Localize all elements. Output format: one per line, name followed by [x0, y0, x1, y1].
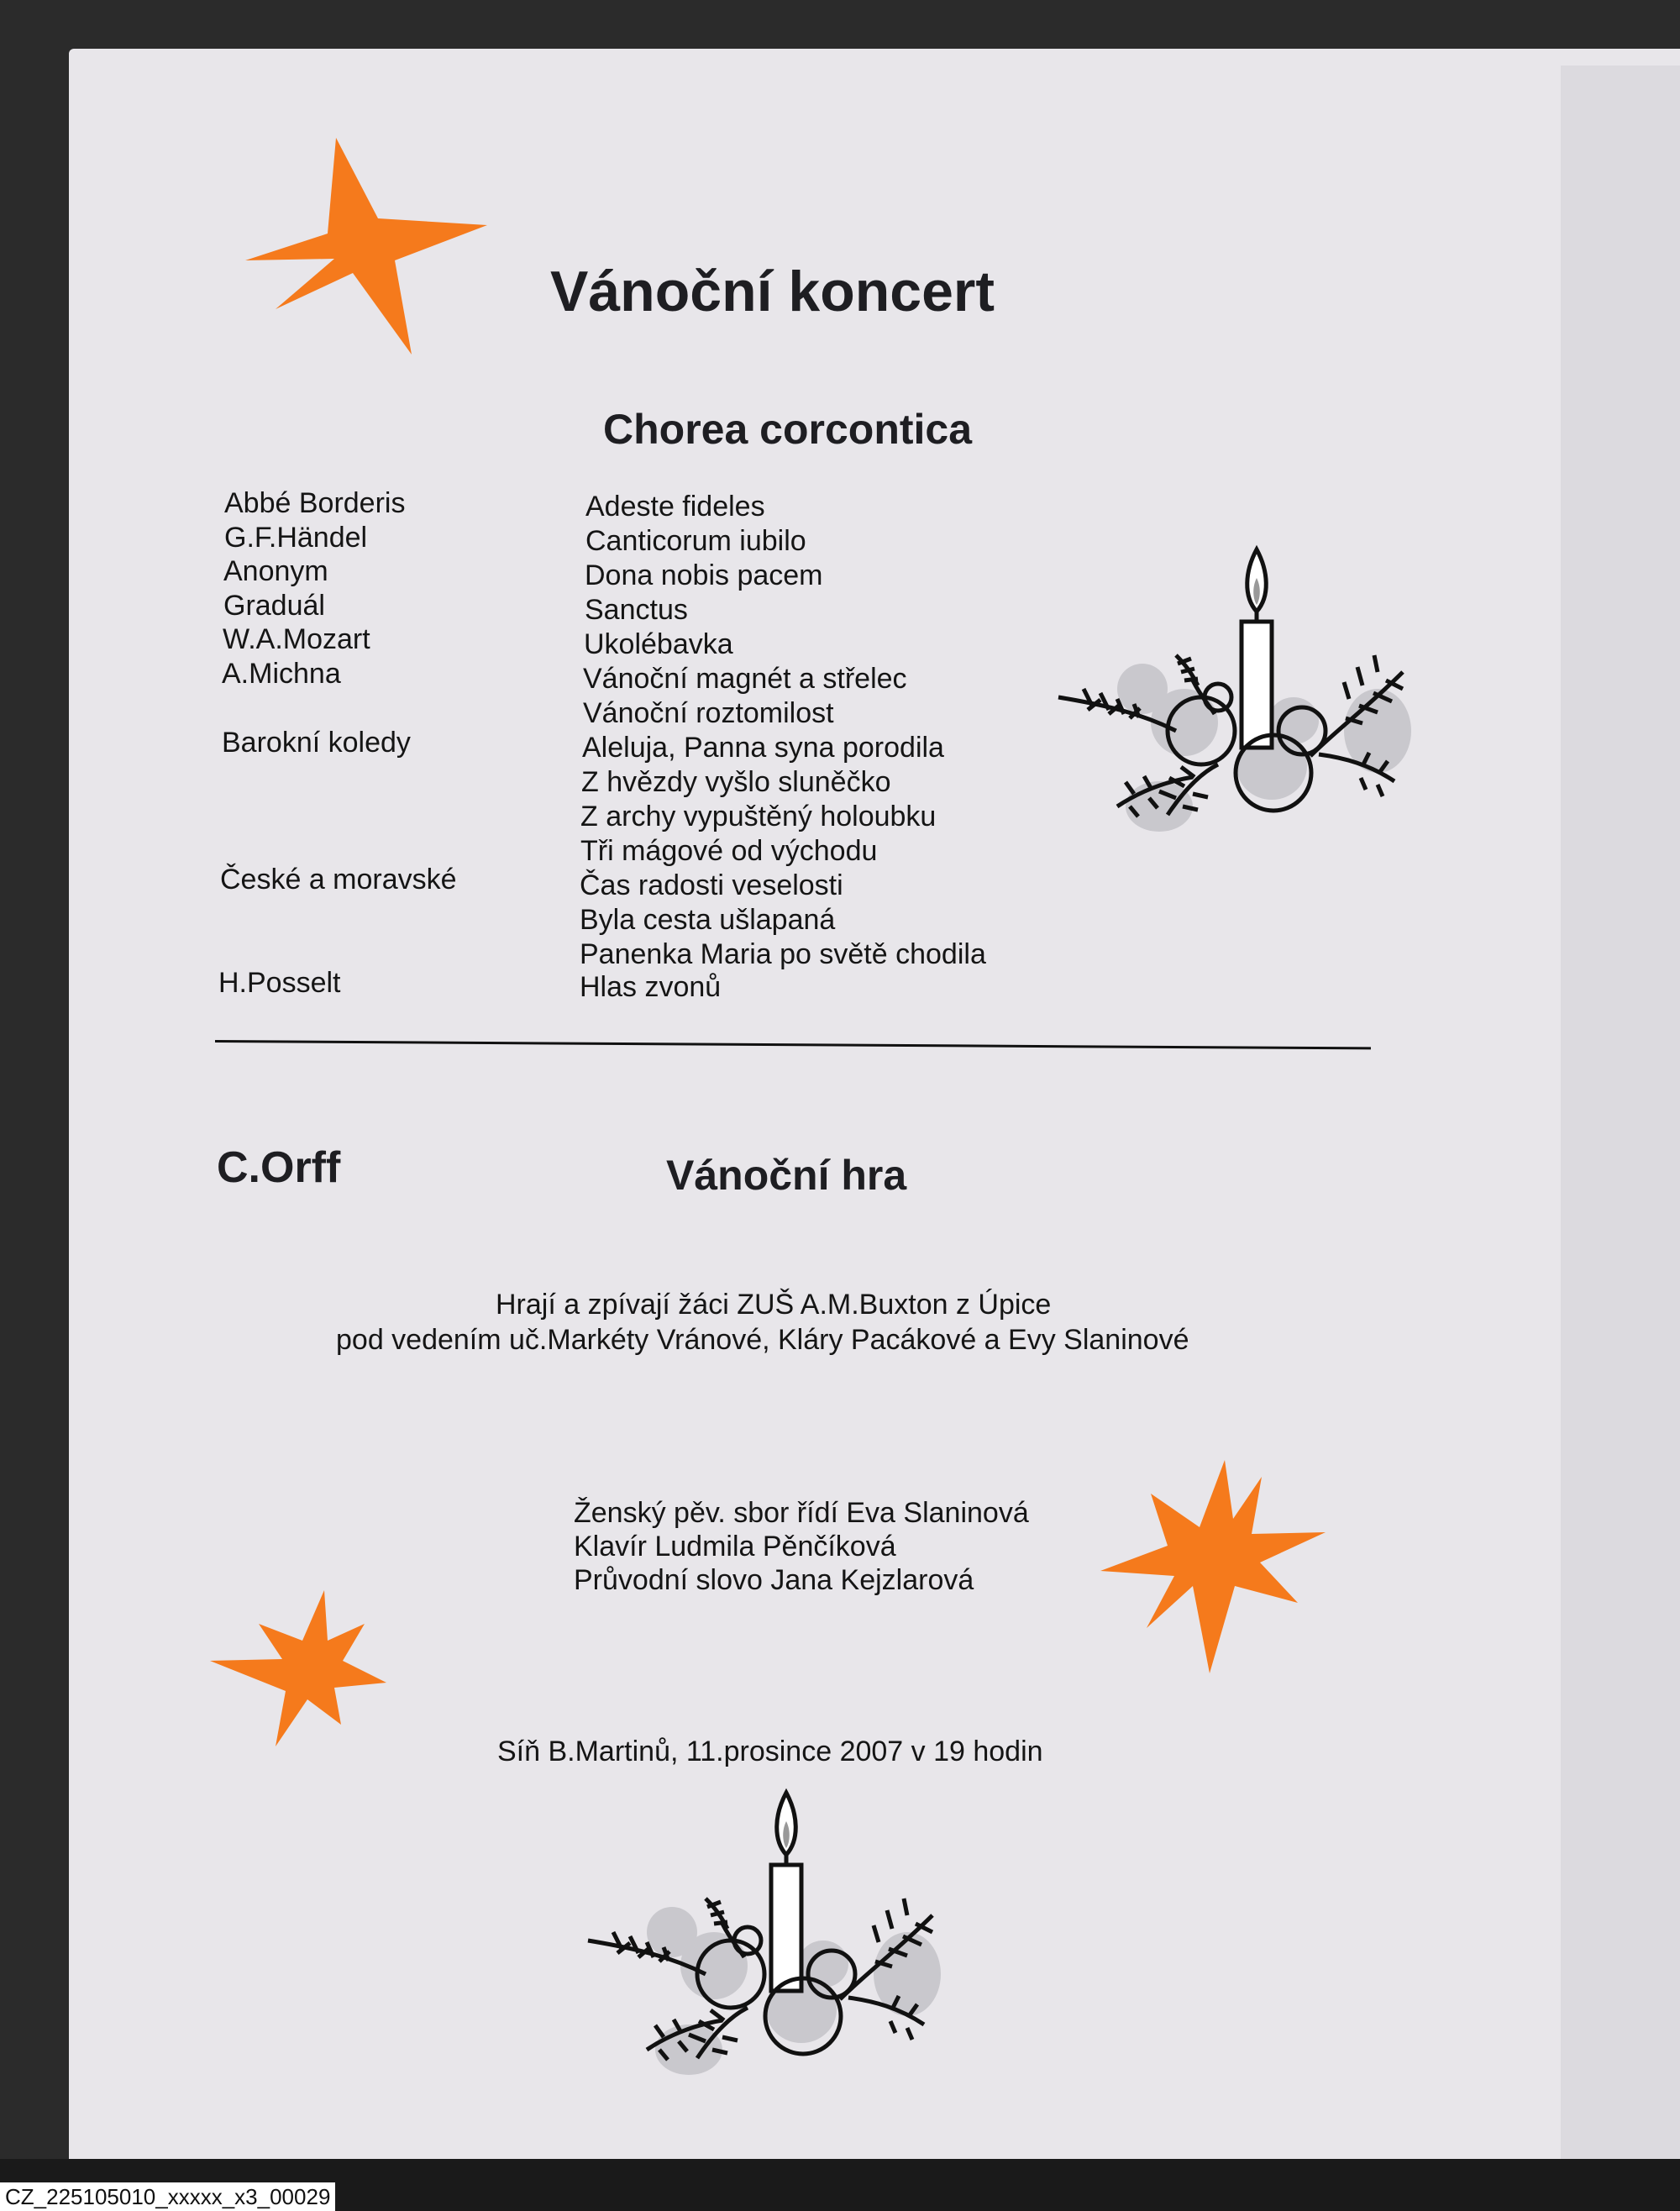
piece: Vánoční magnét a střelec — [583, 663, 907, 695]
piece: Hlas zvonů — [580, 971, 722, 1003]
orange-star-icon — [1100, 1460, 1327, 1678]
piece: Z hvězdy vyšlo sluněčko — [581, 766, 891, 798]
composer: Graduál — [223, 590, 325, 622]
page-title: Vánoční koncert — [550, 260, 995, 323]
piece: Adeste fideles — [585, 491, 765, 523]
choir-name: Chorea corcontica — [603, 406, 973, 453]
candle-ornament-icon — [1050, 538, 1420, 857]
piece: Dona nobis pacem — [585, 559, 823, 591]
performers-line: pod vedením uč.Markéty Vránové, Kláry Pacákové a Evy Slaninové — [336, 1324, 1189, 1356]
piece: Tři mágové od východu — [580, 835, 878, 867]
composer: Barokní koledy — [222, 727, 411, 759]
piece: Sanctus — [585, 594, 688, 626]
piece: Čas radosti veselosti — [580, 869, 843, 901]
venue-date: Síň B.Martinů, 11.prosince 2007 v 19 hodin — [497, 1736, 1043, 1767]
paper-fold — [1561, 66, 1680, 2159]
second-part-title: Vánoční hra — [666, 1152, 907, 1199]
piece: Canticorum iubilo — [585, 525, 806, 557]
archive-caption: CZ_225105010_xxxxx_x3_00029 — [0, 2182, 335, 2211]
credit-line: Klavír Ludmila Pěnčíková — [574, 1531, 896, 1562]
composer: Abbé Borderis — [224, 487, 406, 519]
composer: A.Michna — [222, 658, 341, 690]
composer: G.F.Händel — [224, 522, 368, 554]
composer: České a moravské — [220, 864, 457, 895]
credit-line: Průvodní slovo Jana Kejzlarová — [574, 1564, 974, 1596]
composer: W.A.Mozart — [223, 623, 370, 655]
piece: Aleluja, Panna syna porodila — [582, 732, 944, 764]
composer: Anonym — [223, 555, 328, 587]
orange-star-icon — [244, 134, 496, 361]
piece: Panenka Maria po světě chodila — [580, 938, 986, 970]
piece: Vánoční roztomilost — [583, 697, 834, 729]
piece: Ukolébavka — [584, 628, 733, 660]
second-part-composer: C.Orff — [217, 1143, 341, 1192]
piece: Byla cesta ušlapaná — [580, 904, 836, 936]
orange-star-icon — [208, 1590, 389, 1750]
credit-line: Ženský pěv. sbor řídí Eva Slaninová — [574, 1497, 1029, 1529]
performers-line: Hrají a zpívají žáci ZUŠ A.M.Buxton z Úpice — [496, 1289, 1052, 1321]
candle-ornament-icon — [580, 1781, 949, 2100]
piece: Z archy vypuštěný holoubku — [580, 801, 937, 832]
composer: H.Posselt — [218, 967, 341, 999]
